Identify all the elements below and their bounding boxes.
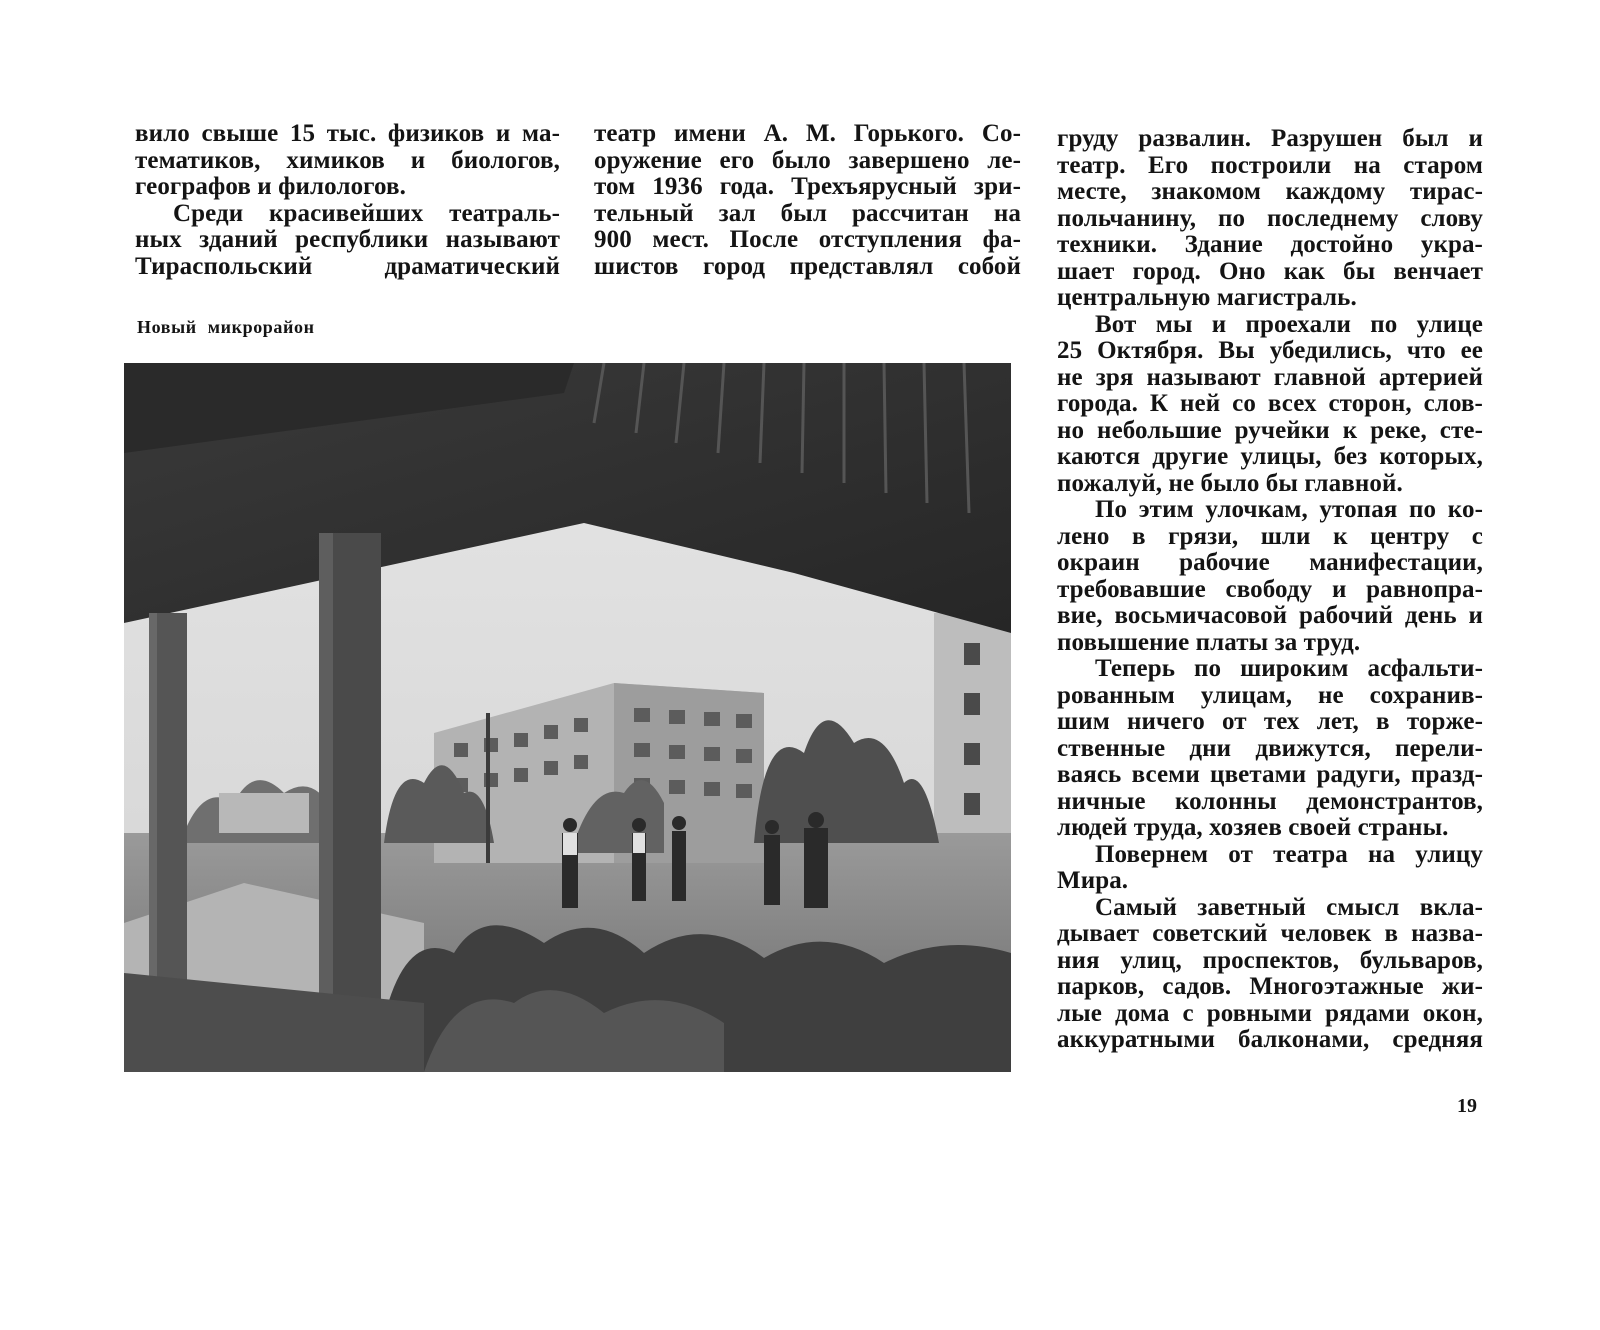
text-line: театр имени А. М. Горького. Со- xyxy=(594,120,1021,147)
text-line: рованным улицам, не сохранив- xyxy=(1057,681,1483,709)
text-line: Среди красивейших театраль- xyxy=(173,199,560,227)
text-line: шает город. Оно как бы венчает xyxy=(1057,257,1483,285)
text-line: Теперь по широким асфальти- xyxy=(1095,655,1483,682)
text-column-2 xyxy=(594,121,1021,280)
page-number: 19 xyxy=(1457,1095,1477,1117)
text-column-1 xyxy=(135,121,560,280)
text-line: пожалуй, не было бы главной. xyxy=(1057,469,1403,497)
text-line: шистов город представлял собой xyxy=(594,252,1021,280)
text-line: оружение его было завершено ле- xyxy=(594,146,1021,174)
text-line: повышение платы за труд. xyxy=(1057,628,1361,656)
text-line: не зря называют главной артерией xyxy=(1057,363,1483,391)
text-line: географов и филологов. xyxy=(135,173,406,200)
text-line: окраин рабочие манифестации, xyxy=(1057,549,1483,576)
text-line: тематиков, химиков и биологов, xyxy=(135,146,560,174)
text-line: польчанину, по последнему слову xyxy=(1057,204,1483,232)
text-line: требовавшие свободу и равнопра- xyxy=(1057,575,1483,603)
text-line: техники. Здание достойно укра- xyxy=(1057,231,1483,258)
text-line: Повернем от театра на улицу xyxy=(1095,840,1483,868)
text-line: том 1936 года. Трехъярусный зри- xyxy=(594,173,1021,200)
text-line: Вот мы и проехали по улице xyxy=(1095,310,1483,338)
text-line: театр. Его построили на старом xyxy=(1057,151,1483,179)
text-line: города. К ней со всех сторон, слов- xyxy=(1057,390,1483,417)
text-line: парков, садов. Многоэтажные жи- xyxy=(1057,973,1483,1000)
text-line: центральную магистраль. xyxy=(1057,284,1357,311)
text-line: ния улиц, проспектов, бульваров, xyxy=(1057,946,1483,974)
text-line: груду развалин. Разрушен был и xyxy=(1057,125,1483,152)
text-column-3 xyxy=(1057,126,1483,1054)
text-line: 25 Октября. Вы убедились, что ее xyxy=(1057,337,1483,364)
text-line: людей труда, хозяев своей страны. xyxy=(1057,814,1449,841)
text-line: ничные колонны демонстрантов, xyxy=(1057,787,1483,815)
text-line: Самый заветный смысл вкла- xyxy=(1095,893,1483,921)
text-line: вие, восьмичасовой рабочий день и xyxy=(1057,602,1483,629)
text-line: дывает советский человек в назва- xyxy=(1057,920,1483,947)
text-line: лено в грязи, шли к центру с xyxy=(1057,522,1483,550)
text-line: месте, знакомом каждому тирас- xyxy=(1057,178,1483,205)
text-line: ственные дни движутся, перели- xyxy=(1057,734,1483,762)
text-line: аккуратными балконами, средняя xyxy=(1057,1026,1483,1053)
text-line: 900 мест. После отступления фа- xyxy=(594,226,1021,253)
text-line: каются другие улицы, без которых, xyxy=(1057,443,1483,470)
text-line: По этим улочкам, утопая по ко- xyxy=(1095,496,1483,523)
text-line: тельный зал был рассчитан на xyxy=(594,199,1021,227)
figure-caption: Новый микрорайон xyxy=(137,317,315,337)
text-line: вило свыше 15 тыс. физиков и ма- xyxy=(135,120,560,147)
text-line: Мира. xyxy=(1057,867,1129,894)
text-line: ных зданий республики называют xyxy=(135,226,560,253)
text-line: Тираспольский драматический xyxy=(135,252,560,280)
text-line: ваясь всеми цветами радуги, празд- xyxy=(1057,761,1483,788)
text-line: шим ничего от тех лет, в торже- xyxy=(1057,708,1483,735)
text-line: лые дома с ровными рядами окон, xyxy=(1057,999,1483,1027)
photo-new-microdistrict xyxy=(124,363,1011,1072)
text-line: но небольшие ручейки к реке, сте- xyxy=(1057,416,1483,444)
